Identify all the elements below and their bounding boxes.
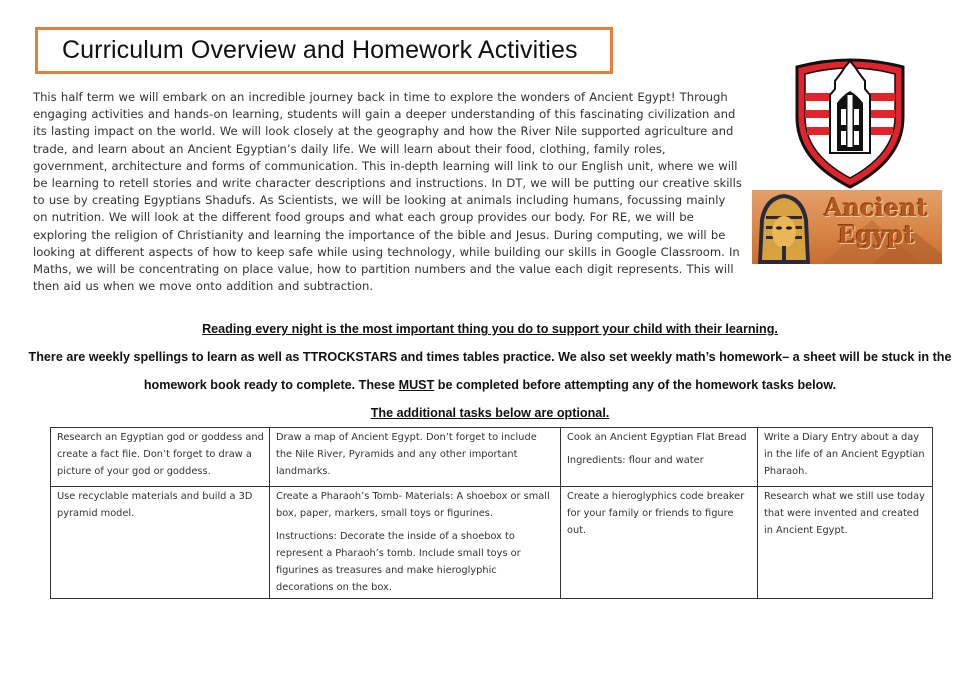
table-row — [51, 428, 933, 487]
task-cell-tomb — [270, 487, 561, 599]
flat-bread-ingredients: Ingredients: flour and water — [567, 455, 704, 466]
reading-note: Reading every night is the most important thing you do to support your child with their learning. — [202, 322, 778, 336]
banner-text: Ancient Egypt — [824, 193, 928, 249]
ancient-egypt-banner — [752, 190, 942, 264]
optional-note: The additional tasks below are optional. — [370, 406, 610, 420]
task-cell-flat-bread — [561, 428, 758, 487]
task-cell-diary: Write a Diary Entry about a day in the life of an Ancient Egyptian Pharaoh. — [758, 428, 933, 487]
homework-note — [20, 378, 960, 392]
task-cell-hieroglyphics: Create a hieroglyphics code breaker for your family or friends to figure out. — [561, 487, 758, 599]
intro-paragraph: This half term we will embark on an incredible journey back in time to explore the wonders of Ancient Egypt! Through engaging activities and hands-on learning, students will gain a deeper understanding of this fascinating civilization and its lasting impact on the world. We will look closely at the geography and how the River Nile supported agriculture and trade, and learn about an Ancient Egyptian’s daily life. We will learn about their food, clothing, family roles, government, architecture and forms of communication. This in-depth learning will link to our English unit, where we will be learning to retell stories and write character descriptions and instructions. In DT, we will be putting our creative skills to use by creating Egyptians Shadufs. As Scientists, we will be looking at animals including humans, focussing mainly on nutrition. We will look at the different food groups and what each group provides our body. For RE, we will be exploring the religion of Christianity and learning the importance of the bible and Jesus. During computing, we will be looking at different aspects of how to keep safe while using technology, while building our skills in Google Classroom. In Maths, we will be concentrating on place value, how to partition numbers and the value each digit represents. This will then aid us when we move onto addition and subtraction. — [33, 90, 742, 294]
must-emphasis: MUST — [398, 378, 435, 392]
school-crest-icon — [785, 55, 915, 190]
task-cell-map: Draw a map of Ancient Egypt. Don’t forget to include the Nile River, Pyramids and any other important landmarks. — [270, 428, 561, 487]
task-cell-god-fact-file: Research an Egyptian god or goddess and create a fact file. Don’t forget to draw a picture of your god or goddess. — [51, 428, 270, 487]
task-cell-pyramid: Use recyclable materials and build a 3D pyramid model. — [51, 487, 270, 599]
tomb-instructions: Instructions: Decorate the inside of a shoebox to represent a Pharaoh’s tomb. Include small toys or figurines as treasures and make hieroglyphic decorations on the box. — [276, 531, 521, 593]
spellings-note: There are weekly spellings to learn as well as TTROCKSTARS and times tables practice. We also set weekly math’s homework– a sheet will be stuck in the — [28, 350, 952, 364]
tomb-materials: Create a Pharaoh’s Tomb- Materials: A shoebox or small box, paper, markers, small toys or figurines. — [276, 491, 550, 519]
homework-note-end: be completed before attempting any of the homework tasks below. — [434, 378, 837, 392]
title-box — [35, 27, 613, 74]
flat-bread-title: Cook an Ancient Egyptian Flat Bread — [567, 432, 747, 443]
table-row — [51, 487, 933, 599]
homework-task-table — [50, 427, 933, 599]
homework-note-start: homework book ready to complete. These — [143, 378, 399, 392]
page-title: Curriculum Overview and Homework Activities — [62, 36, 578, 64]
task-cell-inventions: Research what we still use today that were invented and created in Ancient Egypt. — [758, 487, 933, 599]
